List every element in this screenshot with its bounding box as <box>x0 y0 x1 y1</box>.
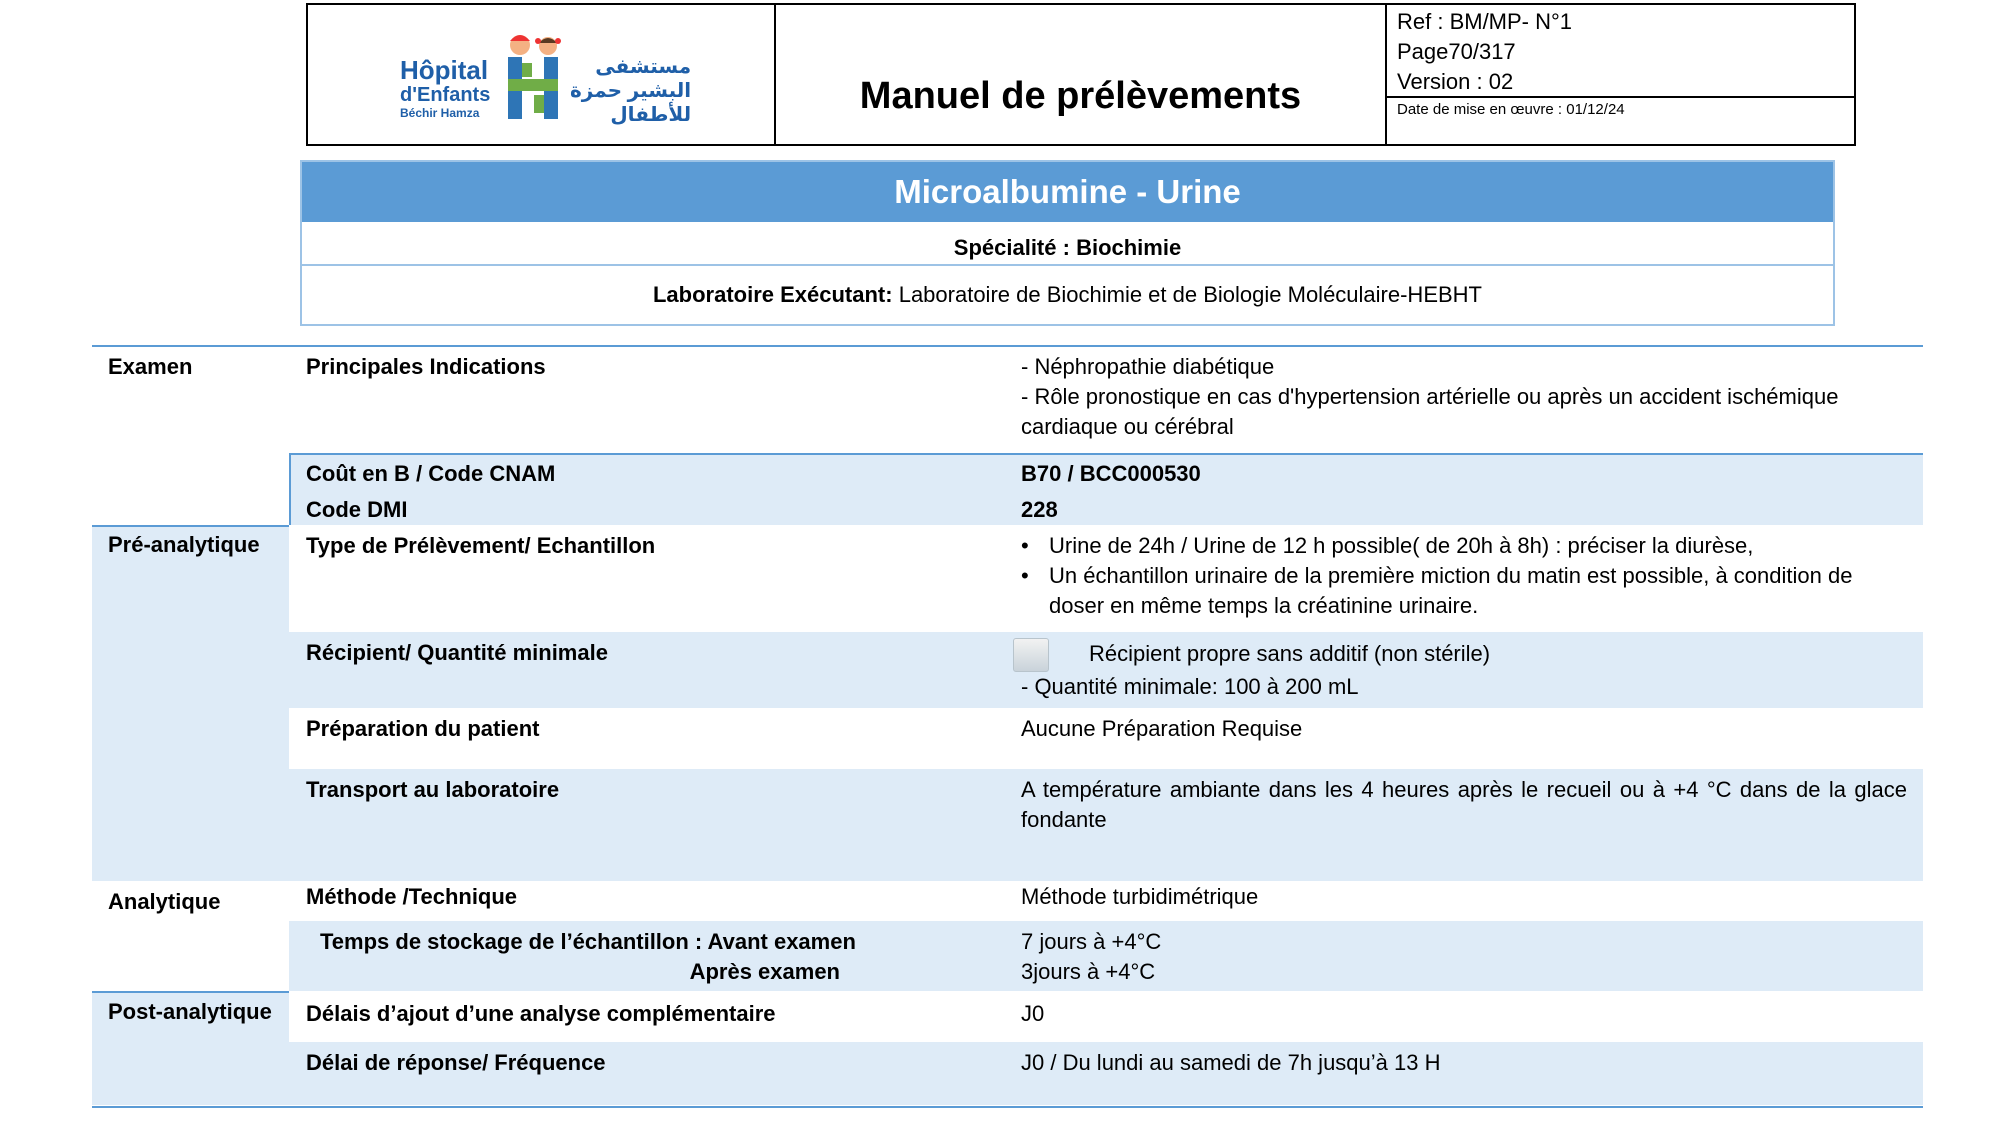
reference-cell <box>1387 5 1854 144</box>
reference-number: Ref : BM/MP- N°1 <box>1397 9 1573 34</box>
analysis-banner <box>300 160 1835 326</box>
version: Version : 02 <box>1397 69 1514 94</box>
hospital-logo <box>308 5 776 144</box>
specialite: Spécialité : Biochimie <box>302 222 1833 266</box>
logo-children-icon <box>502 33 568 123</box>
analysis-title: Microalbumine - Urine <box>302 162 1833 222</box>
page-number: Page70/317 <box>1397 39 1516 64</box>
laboratoire-executant: Laboratoire Exécutant: Laboratoire de Biochimie et de Biologie Moléculaire-HEBHT <box>652 282 1482 307</box>
pre-analytique-divider <box>92 525 289 527</box>
manual-title: Manuel de prélèvements <box>859 75 1302 117</box>
logo-text-fr: Hôpital d'Enfants Béchir Hamza <box>400 55 491 120</box>
table-bottom-border <box>92 1106 1923 1108</box>
category-analytique: Analytique <box>108 889 221 914</box>
category-pre-analytique: Pré-analytique <box>92 525 289 881</box>
effective-date: Date de mise en œuvre : 01/12/24 <box>1397 101 1625 118</box>
container-icon <box>1013 638 1049 672</box>
category-post-analytique: Post-analytique <box>92 991 289 1105</box>
document-header <box>306 3 1856 146</box>
category-examen: Examen <box>108 354 193 379</box>
manual-title-cell <box>776 5 1387 144</box>
table-top-border <box>92 345 1923 347</box>
logo-text-ar: مستشفى البشير حمزة للأطفال <box>570 56 692 126</box>
post-analytique-divider <box>92 991 289 993</box>
